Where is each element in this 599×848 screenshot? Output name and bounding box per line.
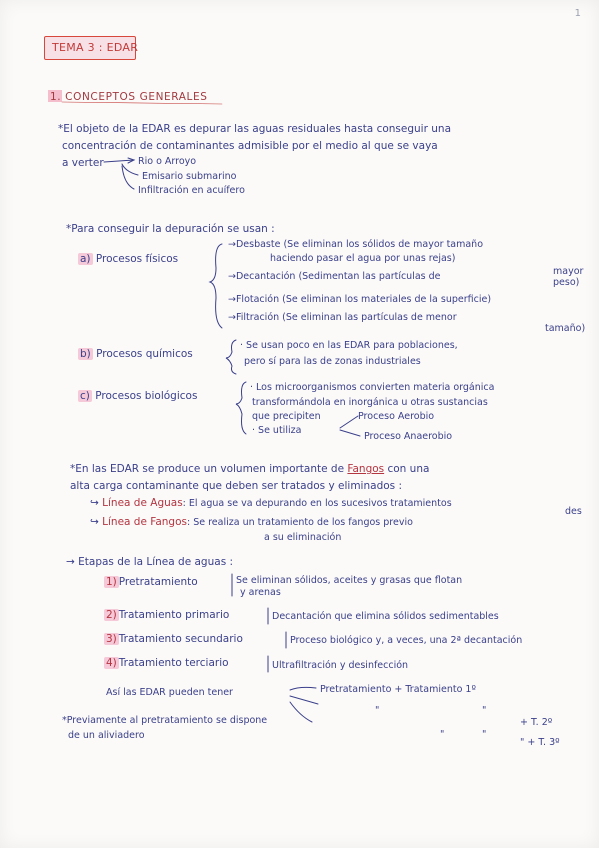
combo-3-q1: " — [440, 729, 445, 740]
etapa-4-desc: Ultrafiltración y desinfección — [272, 660, 409, 671]
etapa-1-name: Pretratamiento — [118, 576, 198, 588]
fisicos-item-1b: haciendo pasar el agua por unas rejas) — [270, 253, 456, 264]
fisicos-item-4b: tamaño) — [545, 323, 586, 334]
lineas-line-2: alta carga contaminante que deben ser tratados y eliminados : — [70, 480, 403, 492]
etapas-heading-text: Etapas de la Línea de aguas : — [78, 556, 234, 568]
linea-fangos-label: Línea de Fangos — [102, 516, 187, 528]
etapa-4-name: Tratamiento terciario — [118, 657, 229, 669]
arrow-to-emisario — [122, 164, 138, 175]
etapa-4-num: 4) — [106, 657, 117, 669]
page-title: TEMA 3 : EDAR — [52, 41, 139, 54]
brace-biologicos — [236, 382, 246, 434]
etapa-1-desc-2: y arenas — [240, 587, 281, 598]
linea-aguas-text: : El agua se va depurando en los sucesivos tratamientos — [182, 498, 452, 509]
biologicos-item-2: transformándola en inorgánica u otras sustancias — [252, 397, 488, 408]
procesos-fisicos-prefix: a) — [80, 253, 91, 265]
arrow-combo-1 — [290, 687, 316, 690]
etapa-1-num: 1) — [106, 576, 117, 588]
biologicos-item-3: que precipiten — [252, 411, 321, 422]
lineas-line-1b: con una — [387, 463, 430, 475]
arrow-combo-2 — [290, 696, 318, 704]
procesos-biologicos-name: Procesos biológicos — [95, 390, 198, 402]
combo-2-q2: " — [482, 705, 487, 716]
linea-aguas-superscript: des — [565, 506, 582, 517]
fisicos-item-2: →Decantación (Sedimentan las partículas de — [228, 271, 441, 282]
previo-line-2: de un aliviadero — [68, 730, 145, 741]
destination-3: Infiltración en acuífero — [138, 185, 245, 196]
etapa-3-num: 3) — [106, 633, 117, 645]
etapa-2-num: 2) — [106, 609, 117, 621]
fangos-word: Fangos — [347, 463, 385, 475]
etapa-3-desc: Proceso biológico y, a veces, una 2ª decantación — [290, 635, 523, 646]
quimicos-item-2: pero sí para las de zonas industriales — [244, 356, 421, 367]
arrow-anaerobio — [340, 430, 360, 436]
procesos-fisicos-name: Procesos físicos — [95, 253, 179, 265]
intro-line-1: *El objeto de la EDAR es depurar las aguas residuales hasta conseguir una — [58, 123, 452, 135]
fisicos-item-3: →Flotación (Se eliminan los materiales de la superficie) — [228, 294, 492, 305]
previo-line-1: *Previamente al pretratamiento se dispone — [62, 715, 268, 726]
etapa-2-desc: Decantación que elimina sólidos sedimentables — [272, 611, 499, 622]
fisicos-item-2-sup: mayor — [553, 266, 584, 277]
combo-1: Pretratamiento + Tratamiento 1º — [320, 684, 476, 695]
lineas-line-1a: *En las EDAR se produce un volumen importante de — [70, 463, 345, 475]
proceso-anaerobio: Proceso Anaerobio — [364, 431, 453, 442]
intro-line-3: a verter — [62, 157, 104, 169]
combo-2-end: + T. 2º — [520, 717, 553, 728]
arrow-combo-3 — [290, 702, 312, 722]
page-number: 1 — [574, 8, 581, 19]
linea-fangos-arrow: ↪ — [90, 516, 103, 528]
destination-2: Emisario submarino — [142, 171, 237, 182]
procesos-quimicos-name: Procesos químicos — [96, 348, 193, 360]
destination-1: Rio o Arroyo — [138, 156, 197, 167]
fisicos-item-4: →Filtración (Se eliminan las partículas de menor — [228, 312, 457, 323]
fisicos-item-1: →Desbaste (Se eliminan los sólidos de mayor tamaño — [228, 239, 484, 250]
linea-aguas-arrow: ↪ — [90, 497, 103, 509]
biologicos-item-4: · Se utiliza — [252, 425, 302, 436]
quimicos-item-1: · Se usan poco en las EDAR para poblaciones, — [240, 340, 458, 351]
etapas-arrow: → — [66, 556, 79, 568]
combo-3-q2: " — [482, 729, 487, 740]
combo-2-q1: " — [375, 705, 380, 716]
section-number: 1. — [50, 91, 62, 103]
intro-line-2: concentración de contaminantes admisible por el medio al que se vaya — [62, 140, 438, 152]
linea-fangos-text: : Se realiza un tratamiento de los fangos previo — [186, 517, 413, 528]
arrow-to-infiltracion — [122, 166, 134, 189]
procesos-biologicos-prefix: c) — [80, 390, 90, 402]
etapa-3-name: Tratamiento secundario — [118, 633, 243, 645]
proceso-aerobio: Proceso Aerobio — [358, 411, 435, 422]
procesos-quimicos-prefix: b) — [80, 348, 91, 360]
asi-text: Así las EDAR pueden tener — [106, 687, 233, 698]
linea-aguas-label: Línea de Aguas — [102, 497, 183, 509]
linea-fangos-text-2: a su eliminación — [264, 532, 342, 543]
brace-quimicos — [226, 340, 236, 374]
arrow-aerobio — [340, 416, 358, 428]
etapa-2-name: Tratamiento primario — [118, 609, 230, 621]
depuracion-heading: *Para conseguir la depuración se usan : — [66, 223, 275, 235]
fisicos-item-2-sup2: peso) — [553, 277, 580, 288]
section-heading: CONCEPTOS GENERALES — [65, 91, 208, 103]
brace-fisicos — [210, 244, 222, 328]
combo-3-end: " + T. 3º — [520, 737, 560, 748]
etapa-1-desc: Se eliminan sólidos, aceites y grasas que flotan — [236, 575, 463, 586]
biologicos-item-1: · Los microorganismos convierten materia orgánica — [250, 382, 495, 393]
